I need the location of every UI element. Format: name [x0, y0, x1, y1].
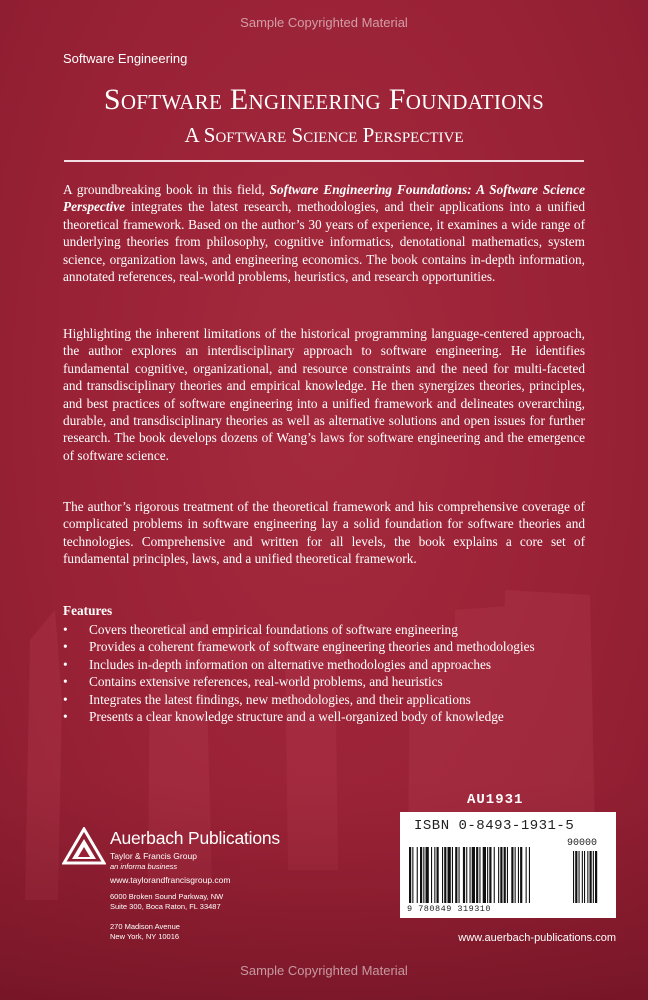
publisher-site: www.auerbach-publications.com [458, 932, 616, 944]
series-name: Software Engineering [63, 51, 188, 66]
isbn-label: ISBN 0-8493-1931-5 [414, 818, 575, 834]
watermark-top: Sample Copyrighted Material [240, 15, 408, 30]
ean-digits: 9 780849 319310 [407, 904, 492, 914]
feature-item: • Contains extensive references, real-world problems, and heuristics [63, 674, 443, 690]
bullet-icon: • [63, 709, 68, 725]
feature-item: • Integrates the latest findings, new methodologies, and their applications [63, 691, 471, 707]
bullet-icon: • [63, 656, 68, 672]
publisher-address-1: 6000 Broken Sound Parkway, NW Suite 300, Boca Raton, FL 33487 [110, 892, 224, 911]
paragraph-rest: integrates the latest research, methodologies, and their applications into a unified theoretical framework. Based on the author’s 30 years of experience, it examines a wide range of underlying theories from philosophy, cognitive informatics, denotational mathematics, system science, organization laws, and engineering economics. The book contains in-depth information, annotated references, real-world problems, heuristics, and research opportunities. [63, 199, 585, 285]
feature-item: • Includes in-depth information on alternative methodologies and approaches [63, 656, 492, 672]
features-heading: Features [63, 603, 113, 618]
book-title: Software Engineering Foundations [103, 83, 545, 116]
description-paragraph-2: Highlighting the inherent limitations of the historical programming language-centered approach, the author explores an interdisciplinary approach to software engineering. He identifies fundamental cognitive, organizational, and resource constraints and the need for multi-faceted and transdisciplinary theories and empirical knowledge. He then synergizes theories, principles, and best practices of software engineering into a unified framework and delineates overarching, durable, and transdisciplinary theories as well as alternative solutions and open issues for further research. The book develops dozens of Wang’s laws for software engineering and the emergence of software science. [63, 326, 585, 463]
description-paragraph-1 [63, 181, 585, 285]
feature-item: • Presents a clear knowledge structure and a well-organized body of knowledge [63, 709, 504, 725]
title-divider [64, 160, 584, 162]
watermark-bottom: Sample Copyrighted Material [240, 963, 408, 978]
barcode-icon [407, 847, 607, 903]
description-paragraph-3: The author’s rigorous treatment of the theoretical framework and his comprehensive coverage of complicated problems in software engineering lay a solid foundation for software theories and technologies. Comprehensive and written for all levels, the book explains a core set of fundamental principles, laws, and a unified theoretical framework. [63, 499, 585, 567]
features-list [63, 621, 585, 725]
catalog-code: AU1931 [467, 792, 524, 808]
bullet-icon: • [63, 674, 68, 690]
feature-item: • Covers theoretical and empirical foundations of software engineering [63, 622, 458, 637]
bullet-icon: • [63, 691, 68, 707]
publisher-name: Auerbach Publications [110, 828, 280, 848]
publisher-website: www.taylorandfrancisgroup.com [110, 875, 231, 885]
feature-item: • Provides a coherent framework of software engineering theories and methodologies [63, 639, 535, 655]
bullet-icon: • [63, 622, 68, 637]
book-full-title-emphasis: Software Engineering Foundations: A Software Science Perspective [63, 182, 586, 215]
price-code: 90000 [567, 838, 598, 849]
paragraph-lead: A groundbreaking book in this field, [63, 182, 270, 197]
bullet-icon: • [63, 639, 68, 655]
publisher-address-2: 270 Madison Avenue New York, NY 10016 [110, 922, 180, 941]
book-subtitle: A Software Science Perspective [184, 123, 464, 147]
publisher-tagline: an informa business [110, 862, 178, 871]
taylor-francis-logo-icon [62, 827, 106, 865]
publisher-group: Taylor & Francis Group [110, 851, 197, 861]
